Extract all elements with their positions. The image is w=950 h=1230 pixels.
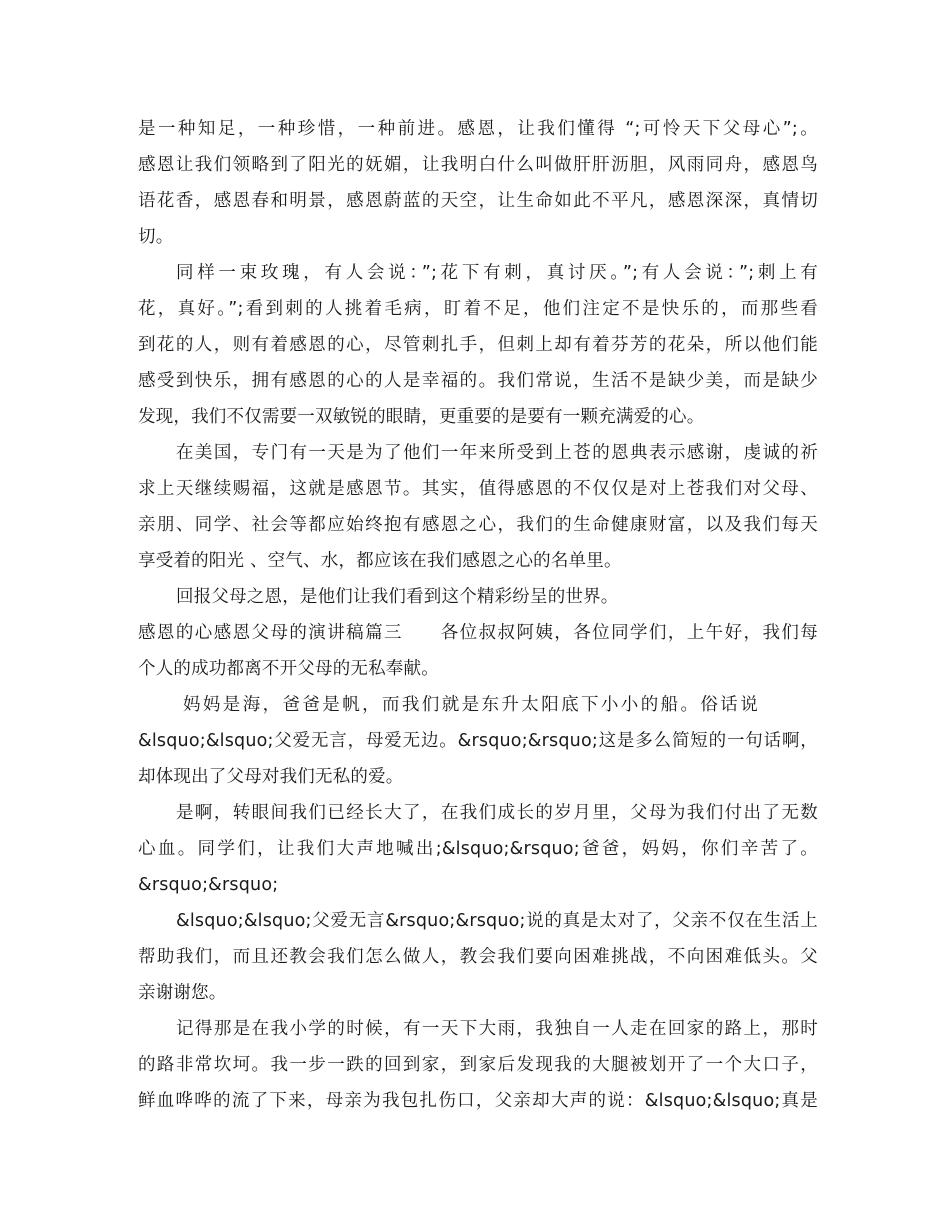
text-line: 的路非常坎坷。我一步一跌的回到家，到家后发现我的大腿被划开了一个大口子， — [138, 1055, 818, 1075]
text-line: 感受到快乐，拥有感恩的心的人是幸福的。我们常说，生活不是缺少美，而是缺少 — [138, 371, 818, 391]
text-line: 是一种知足，一种珍惜，一种前进。感恩，让我们懂得 “;可怜天下父母心”;。 — [138, 119, 818, 139]
text-line: 记得那是在我小学的时候，有一天下大雨，我独自一人走在回家的路上，那时 — [176, 1019, 818, 1039]
text-line: &lsquo;&lsquo;父爱无言&rsquo;&rsquo;说的真是太对了，父亲不仅在生活上 — [176, 911, 818, 931]
text-line: 心血。同学们，让我们大声地喊出;&lsquo;&rsquo;爸爸，妈妈，你们辛苦了。 — [138, 839, 818, 859]
text-line: 语花香，感恩春和明景，感恩蔚蓝的天空，让生命如此不平凡，感恩深深，真情切 — [138, 191, 818, 211]
text-line: 发现，我们不仅需要一双敏锐的眼睛，更重要的是要有一颗充满爱的心。 — [138, 407, 705, 427]
text-line: 同样一束玫瑰，有人会说：”;花下有刺，真讨厌。”;有人会说：”;刺上有 — [176, 263, 818, 283]
text-line: 是啊，转眼间我们已经长大了，在我们成长的岁月里，父母为我们付出了无数 — [176, 803, 818, 823]
text-line: 个人的成功都离不开父母的无私奉献。 — [138, 659, 439, 679]
text-line: &rsquo;&rsquo; — [138, 875, 279, 895]
text-line: 帮助我们，而且还教会我们怎么做人，教会我们要向困难挑战，不向困难低头。父 — [138, 947, 818, 967]
text-line: 在美国，专门有一天是为了他们一年来所受到上苍的恩典表示感谢，虔诚的祈 — [176, 443, 818, 463]
text-line: 亲朋、同学、社会等都应始终抱有感恩之心，我们的生命健康财富，以及我们每天 — [138, 515, 818, 535]
text-line: 到花的人，则有着感恩的心，尽管刺扎手，但刺上却有着芬芳的花朵，所以他们能 — [138, 335, 818, 355]
text-line: 求上天继续赐福，这就是感恩节。其实，值得感恩的不仅仅是对上苍我们对父母、 — [138, 479, 818, 499]
text-line: 切。 — [138, 227, 174, 247]
text-line: 鲜血哗哗的流了下来，母亲为我包扎伤口，父亲却大声的说：&lsquo;&lsquo;真是 — [138, 1091, 818, 1111]
text-line: 享受着的阳光 、空气、水，都应该在我们感恩之心的名单里。 — [138, 551, 622, 571]
text-line: 感恩让我们领略到了阳光的妩媚，让我明白什么叫做肝肝沥胆，风雨同舟，感恩鸟 — [138, 155, 818, 175]
text-line: 却体现出了父母对我们无私的爱。 — [138, 767, 404, 787]
text-line: &lsquo;&lsquo;父爱无言，母爱无边。&rsquo;&rsquo;这是多么简短的一句话啊， — [138, 731, 818, 751]
text-line: 妈妈是海，爸爸是帆，而我们就是东升太阳底下小小的船。俗话说 — [183, 695, 761, 715]
text-line: 花，真好。”;看到刺的人挑着毛病，盯着不足，他们注定不是快乐的，而那些看 — [138, 299, 818, 319]
text-line: 回报父母之恩，是他们让我们看到这个精彩纷呈的世界。 — [176, 587, 619, 607]
text-line: 感恩的心感恩父母的演讲稿篇三 各位叔叔阿姨，各位同学们，上午好，我们每 — [138, 623, 818, 643]
text-line: 亲谢谢您。 — [138, 983, 227, 1003]
